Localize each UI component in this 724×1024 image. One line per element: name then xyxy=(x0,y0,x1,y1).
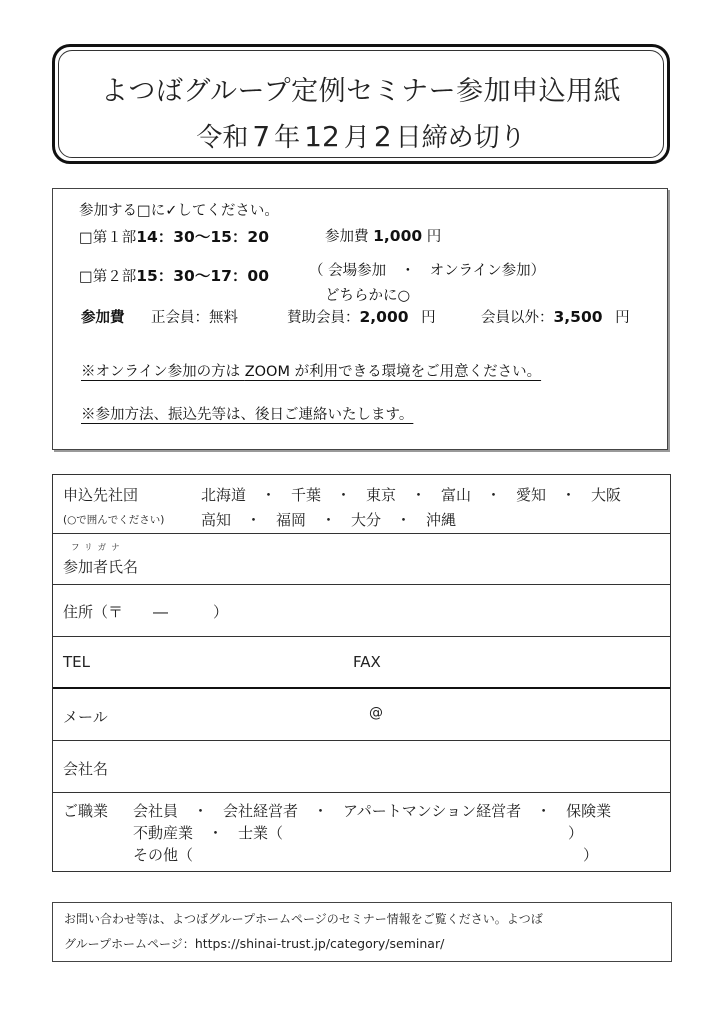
session-1-checkbox[interactable]: □ xyxy=(79,230,93,246)
occupation-label: ご職業 xyxy=(63,802,109,820)
fee-nonmember-unit: 円 xyxy=(615,310,630,326)
contact-url-line xyxy=(64,935,444,952)
homepage-url[interactable]: https://shinai-trust.jp/category/seminar/ xyxy=(194,936,445,951)
deadline-year-unit: 年 xyxy=(274,123,301,153)
occupation-options-line3[interactable]: その他（ ） xyxy=(133,846,599,864)
session-1-label: 第１部 xyxy=(92,230,137,246)
fee-supporting-label: 賛助会員： xyxy=(287,310,360,326)
fee-supporting-unit: 円 xyxy=(421,310,436,326)
application-form xyxy=(52,474,671,872)
session-1-fee xyxy=(325,225,441,246)
fee-nonmember-label: 会員以外： xyxy=(481,310,554,326)
note-zoom-prefix: ※オンライン参加の方は xyxy=(81,364,245,380)
occupation-row[interactable] xyxy=(53,793,670,871)
fee-label: 参加費 xyxy=(81,310,125,326)
address-row[interactable] xyxy=(53,585,670,637)
fee-regular: 正会員：無料 xyxy=(151,310,238,326)
fee-row xyxy=(81,306,125,327)
address-label: 住所（〒 ― ） xyxy=(63,603,229,621)
session-1-fee-label: 参加費 xyxy=(325,229,369,245)
branch-label: 申込先社団 xyxy=(63,486,139,504)
fee-supporting xyxy=(287,306,436,327)
title-box xyxy=(52,44,670,164)
deadline-month-unit: 月 xyxy=(343,123,370,153)
session-1-fee-unit: 円 xyxy=(426,229,442,245)
email-label: メール xyxy=(63,708,108,726)
name-ruby: フリガナ xyxy=(71,543,125,553)
fax-label: FAX xyxy=(353,653,381,671)
occupation-options-line2[interactable]: 不動産業 ・ 士業（ ） xyxy=(133,824,584,842)
session-2-row xyxy=(79,264,269,286)
deadline-suffix: 日締め切り xyxy=(395,123,526,153)
branch-options-line2[interactable]: 高知 ・ 福岡 ・ 大分 ・ 沖縄 xyxy=(201,511,457,529)
company-label: 会社名 xyxy=(63,760,109,778)
tel-label: TEL xyxy=(63,653,90,671)
deadline-year: 7 xyxy=(252,120,271,153)
session-info-box xyxy=(52,188,668,450)
branch-row[interactable] xyxy=(53,475,670,534)
at-sign: @ xyxy=(369,705,383,721)
deadline xyxy=(55,117,667,154)
company-row[interactable] xyxy=(53,741,670,793)
branch-options-line1[interactable]: 北海道 ・ 千葉 ・ 東京 ・ 富山 ・ 愛知 ・ 大阪 xyxy=(201,486,622,504)
session-2-time: 15：30〜17：00 xyxy=(136,267,269,285)
fee-supporting-value: 2,000 xyxy=(359,308,409,326)
email-row[interactable] xyxy=(53,689,670,741)
session-2-label: 第２部 xyxy=(92,269,137,285)
session-1-time: 14：30〜15：20 xyxy=(136,228,269,246)
note-zoom-brand: ZOOM xyxy=(244,364,290,380)
name-label: 参加者氏名 xyxy=(63,558,139,576)
session-2-mode-options: （ 会場参加 ・ オンライン参加） xyxy=(309,263,546,279)
deadline-era: 令和 xyxy=(196,123,249,153)
session-2-checkbox[interactable]: □ xyxy=(79,269,93,285)
session-1-row xyxy=(79,225,269,247)
note-zoom xyxy=(81,360,541,381)
deadline-month: 12 xyxy=(304,120,340,153)
homepage-label: グループホームページ： xyxy=(64,937,195,951)
session-1-fee-value: 1,000 xyxy=(373,227,423,245)
session-2-mode-note: どちらかに○ xyxy=(325,288,411,304)
contact-info-box xyxy=(52,902,672,962)
contact-text: お問い合わせ等は、よつばグループホームページのセミナー情報をご覧ください。よつば xyxy=(64,912,543,926)
instruction-text: 参加する□に✓してください。 xyxy=(79,203,279,219)
deadline-day: 2 xyxy=(373,120,392,153)
fee-nonmember xyxy=(481,306,630,327)
branch-sublabel: (○で囲んでください) xyxy=(63,514,165,526)
note-payment: ※参加方法、振込先等は、後日ご連絡いたします。 xyxy=(81,407,414,423)
form-title: よつばグループ定例セミナー参加申込用紙 xyxy=(100,76,622,107)
fee-nonmember-value: 3,500 xyxy=(553,308,603,326)
phone-row[interactable] xyxy=(53,637,670,689)
name-row[interactable] xyxy=(53,534,670,585)
occupation-options-line1[interactable]: 会社員 ・ 会社経営者 ・ アパートマンション経営者 ・ 保険業 xyxy=(133,802,612,820)
note-zoom-suffix: が利用できる環境をご用意ください。 xyxy=(289,364,542,380)
